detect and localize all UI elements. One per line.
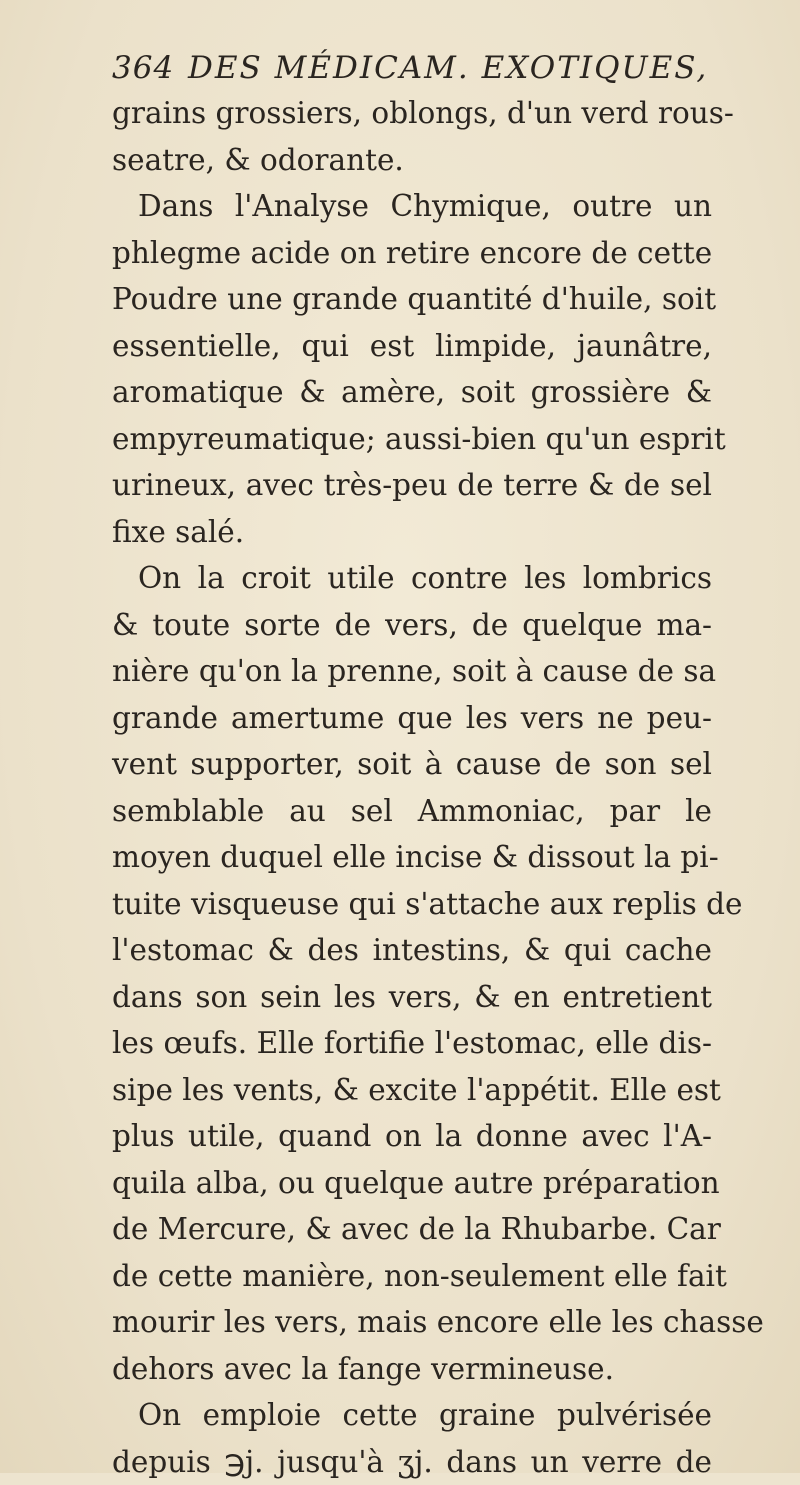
text-line: On emploie cette graine pulvérisée [112,1392,712,1439]
text-line: Poudre une grande quantité d'huile, soit [112,276,712,323]
text-line: fixe salé. [112,509,712,556]
paragraph [112,1392,712,1485]
text-line: urineux, avec très-peu de terre & de sel [112,462,712,509]
paragraph [112,183,712,555]
text-line: grande amertume que les vers ne peu- [112,695,712,742]
text-line: essentielle, qui est limpide, jaunâtre, [112,323,712,370]
text-line: dans son sein les vers, & en entretient [112,974,712,1021]
text-line: les œufs. Elle fortifie l'estomac, elle dis- [112,1020,712,1067]
paragraph [112,555,712,1392]
text-line: sipe les vents, & excite l'appétit. Elle est [112,1067,712,1114]
text-line: depuis ℈j. jusqu'à ʒj. dans un verre de [112,1439,712,1485]
text-line: aromatique & amère, soit grossière & [112,369,712,416]
text-line: empyreumatique; aussi-bien qu'un esprit [112,416,712,463]
text-line: de Mercure, & avec de la Rhubarbe. Car [112,1206,712,1253]
text-line: mourir les vers, mais encore elle les chasse [112,1299,712,1346]
page-header [112,50,702,86]
text-line: grains grossiers, oblongs, d'un verd rous- [112,90,712,137]
text-line: phlegme acide on retire encore de cette [112,230,712,277]
text-line: vent supporter, soit à cause de son sel [112,741,712,788]
running-title: DES MÉDICAM. EXOTIQUES, [188,50,708,86]
text-line: moyen duquel elle incise & dissout la pi- [112,834,712,881]
text-line: dehors avec la fange vermineuse. [112,1346,712,1393]
text-line: quila alba, ou quelque autre préparation [112,1160,712,1207]
text-line: seatre, & odorante. [112,137,712,184]
text-line: nière qu'on la prenne, soit à cause de sa [112,648,712,695]
text-line: l'estomac & des intestins, & qui cache [112,927,712,974]
body-text [112,90,712,1485]
text-line: plus utile, quand on la donne avec l'A- [112,1113,712,1160]
text-line: Dans l'Analyse Chymique, outre un [112,183,712,230]
text-line: On la croit utile contre les lombrics [112,555,712,602]
text-line: de cette manière, non-seulement elle fait [112,1253,712,1300]
text-line: tuite visqueuse qui s'attache aux replis de [112,881,712,928]
text-line: semblable au sel Ammoniac, par le [112,788,712,835]
paragraph [112,90,712,183]
text-line: & toute sorte de vers, de quelque ma- [112,602,712,649]
page-number: 364 [112,50,174,86]
